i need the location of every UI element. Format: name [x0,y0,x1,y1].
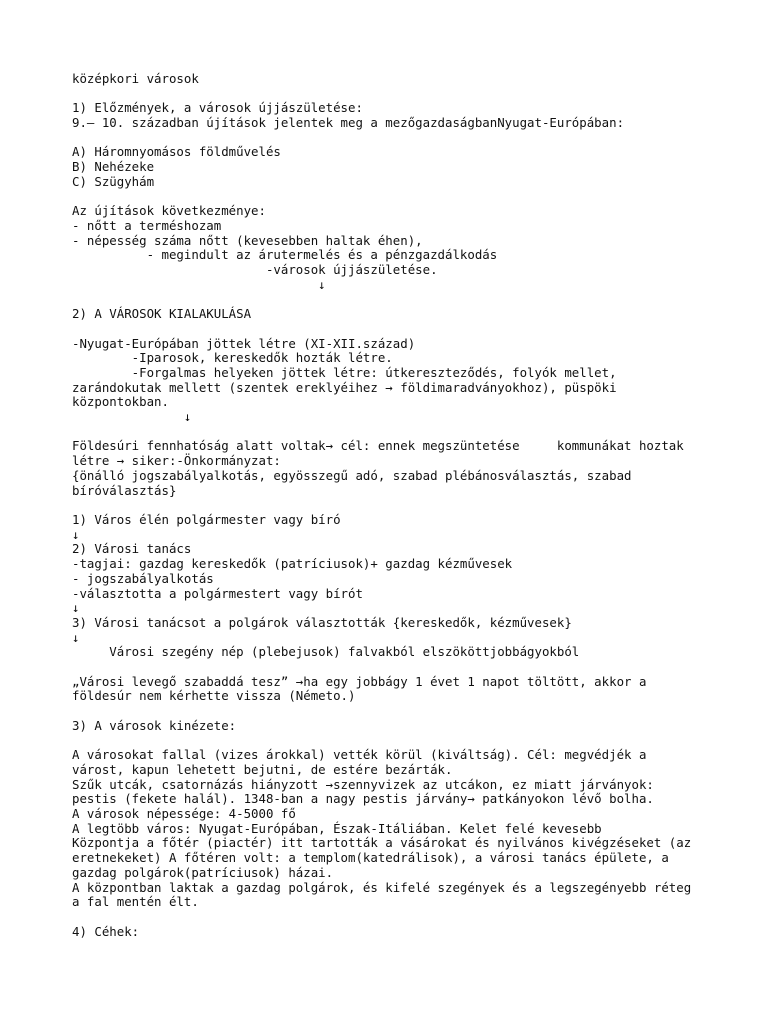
text-line: -választotta a polgármestert vagy bírót [72,585,363,601]
text-line: - jogszabályalkotás [72,570,214,586]
quote-line: földesúr nem kérhette vissza (Németo.) [72,688,356,704]
text-line: -városok újjászületése. [72,262,438,278]
text-line: -Forgalmas helyeken jöttek létre: útkereszteződés, folyók mellet, [72,364,617,380]
arrow-down-icon: ↓ [72,526,80,542]
document-page [72,72,712,939]
blank-line [72,425,712,440]
text-line: {önálló jogszabályalkotás, egyösszegű adó, szabad plébánosválasztás, szabad [72,467,632,483]
text-line: bíróválasztás} [72,482,177,498]
text-line: várost, kapun lehetett bejutni, de estére bezárták. [72,761,453,777]
blank-line [72,704,712,719]
list-item: B) Nehézeke [72,159,155,175]
list-item: A) Háromnyomásos földművelés [72,144,281,160]
text-line: - nőtt a terméshozam [72,217,222,233]
text-line: Az újítások következménye: [72,203,266,219]
text-line: A városok népessége: 4-5000 fő [72,806,296,821]
arrow-down-icon: ↓ [72,629,80,645]
arrow-down-icon: ↓ [72,276,326,292]
text-line: -tagjai: gazdag kereskedők (patríciusok)+ gazdag kézművesek [72,556,513,572]
text-line: központokban. [72,394,169,410]
text-line: a fal mentén élt. [72,894,199,910]
blank-line [72,910,712,925]
text-line: 1) Város élén polgármester vagy bíró [72,511,341,527]
text-line: 9.– 10. században újítások jelentek meg a mezőgazdaságbanNyugat-Európában: [72,115,625,131]
blank-line [72,190,712,205]
quote-line: „Városi levegő szabaddá tesz” →ha egy jobbágy 1 évet 1 napot töltött, akkor a [72,673,647,689]
text-line: - népesség száma nőtt (kevesebben haltak éhen), [72,232,423,248]
text-line: Szűk utcák, csatornázás hiányzott →szennyvizek az utcákon, ez miatt járványok: [72,776,654,792]
section-heading: 3) A városok kinézete: [72,717,237,733]
text-line: -Iparosok, kereskedők hozták létre. [72,350,393,366]
blank-line [72,293,712,308]
text-line: A központban laktak a gazdag polgárok, és kifelé szegények és a legszegényebb réteg [72,879,692,895]
section-heading: 4) Céhek: [72,923,140,939]
text-line: Központja a főtér (piactér) itt tartották a vásárokat és nyilvános kivégzéseket (az [72,835,692,851]
document-title: középkori városok [72,71,199,86]
text-line: -Nyugat-Európában jöttek létre (XI-XII.század) [72,335,416,351]
blank-line [72,734,712,749]
text-line: Városi szegény nép (plebejusok) falvakból elszököttjobbágyokból [72,644,580,660]
blank-line [72,322,712,337]
text-line: pestis (fekete halál). 1348-ban a nagy pestis járvány→ patkányokon lévő bolha. [72,791,654,807]
arrow-down-icon: ↓ [72,409,192,425]
text-line: 3) Városi tanácsot a polgárok választották {kereskedők, kézművesek} [72,614,572,630]
blank-line [72,660,712,675]
text-line: Földesúri fennhatóság alatt voltak→ cél: ennek megszüntetése kommunákat hoztak [72,438,684,454]
text-line: gazdag polgárok(patríciusok) házai. [72,864,334,880]
section-heading: 2) A VÁROSOK KIALAKULÁSA [72,306,252,322]
blank-line [72,498,712,513]
list-item: C) Szügyhám [72,173,155,189]
text-line: zarándokutak mellett (szentek ereklyéihez → földimaradványokhoz), püspöki [72,379,617,395]
text-line: - megindult az árutermelés és a pénzgazdálkodás [72,247,498,263]
section-heading: 1) Előzmények, a városok újjászületése: [72,100,363,116]
text-line: eretnekeket) A főtéren volt: a templom(katedrálisok), a városi tanács épülete, a [72,850,669,866]
text-line: létre → siker:-Önkormányzat: [72,453,281,469]
text-line: 2) Városi tanács [72,541,192,557]
arrow-down-icon: ↓ [72,600,80,616]
blank-line [72,131,712,146]
text-line: A városokat fallal (vizes árokkal) vették körül (kiváltság). Cél: megvédjék a [72,747,647,763]
blank-line [72,87,712,102]
text-line: A legtöbb város: Nyugat-Európában, Észak-Itáliában. Kelet felé kevesebb [72,820,602,836]
